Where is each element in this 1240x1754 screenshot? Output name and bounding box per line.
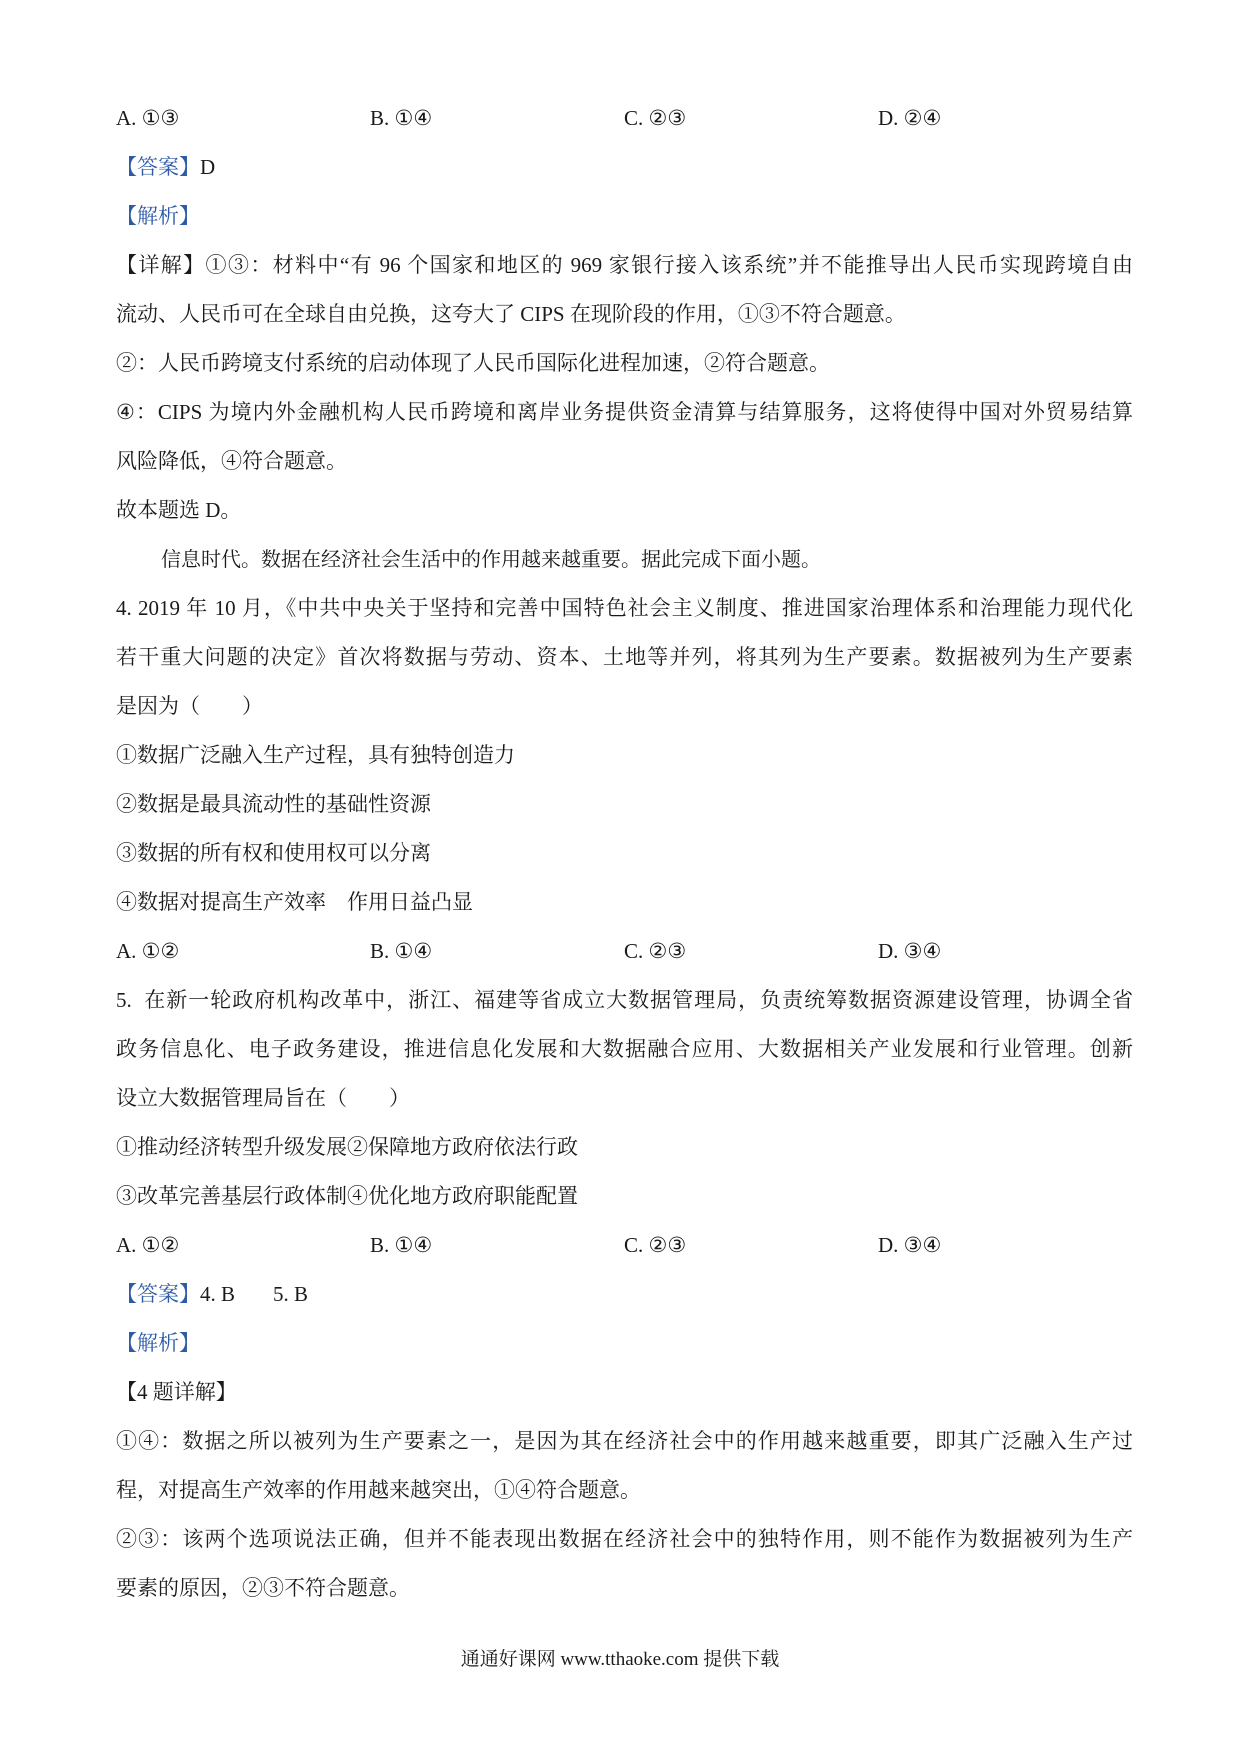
q4-option-c: C. ②③ xyxy=(624,939,687,963)
q3-answer-line xyxy=(116,143,1133,192)
q5-stem-line: 设立大数据管理局旨在（ ） xyxy=(116,1086,410,1110)
q5-answer-value: 5. B xyxy=(273,1282,309,1306)
q4-detail-line: 程，对提高生产效率的作用越来越突出，①④符合题意。 xyxy=(116,1478,641,1502)
answer-tag: 【答案】 xyxy=(116,155,200,179)
page-footer: 通通好课网 www.tthaoke.com 提供下载 xyxy=(460,1649,780,1670)
q5-stem-line: 5. 在新一轮政府机构改革中，浙江、福建等省成立大数据管理局，负责统筹数据资源建设管理，协调全省 xyxy=(116,988,1133,1012)
q4-option-b: B. ①④ xyxy=(370,939,433,963)
q3-option-a: A. ①③ xyxy=(116,106,180,130)
q5-option-a: A. ①② xyxy=(116,1233,180,1257)
q4-detail-title: 【4 题详解】 xyxy=(116,1380,237,1404)
q3-analysis-line xyxy=(116,192,1133,241)
q4-option-d: D. ③④ xyxy=(878,939,942,963)
q3-answer-value: D xyxy=(200,155,216,179)
q5-option-b: B. ①④ xyxy=(370,1233,433,1257)
answer-tag: 【答案】 xyxy=(116,1282,200,1306)
q4-statement: ④数据对提高生产效率 作用日益凸显 xyxy=(116,890,473,914)
analysis-tag: 【解析】 xyxy=(116,204,200,228)
q5-stem-line: 政务信息化、电子政务建设，推进信息化发展和大数据融合应用、大数据相关产业发展和行业管理。创新 xyxy=(116,1037,1133,1061)
q4-stem-line: 若干重大问题的决定》首次将数据与劳动、资本、土地等并列，将其列为生产要素。数据被列为生产要素 xyxy=(116,645,1133,669)
analysis-tag: 【解析】 xyxy=(116,1331,200,1355)
material-intro: 信息时代。数据在经济社会生活中的作用越来越重要。据此完成下面小题。 xyxy=(161,547,821,571)
q4-detail-line: ①④：数据之所以被列为生产要素之一，是因为其在经济社会中的作用越来越重要，即其广泛融入生产过 xyxy=(116,1429,1133,1453)
q5-statement: ③改革完善基层行政体制④优化地方政府职能配置 xyxy=(116,1184,578,1208)
q4-option-a: A. ①② xyxy=(116,939,180,963)
q5-options-row xyxy=(116,1221,1133,1270)
q4-statement: ③数据的所有权和使用权可以分离 xyxy=(116,841,431,865)
q3-option-d: D. ②④ xyxy=(878,106,942,130)
q5-option-c: C. ②③ xyxy=(624,1233,687,1257)
q5-option-d: D. ③④ xyxy=(878,1233,942,1257)
q3-detail-line: 风险降低，④符合题意。 xyxy=(116,449,347,473)
q3-detail-line: ④：CIPS 为境内外金融机构人民币跨境和离岸业务提供资金清算与结算服务，这将使得中国对外贸易结算 xyxy=(116,400,1133,424)
q4-detail-line: ②③：该两个选项说法正确，但并不能表现出数据在经济社会中的独特作用，则不能作为数据被列为生产 xyxy=(116,1527,1133,1551)
q3-detail-line: 【详解】①③：材料中“有 96 个国家和地区的 969 家银行接入该系统”并不能推导出人民币实现跨境自由 xyxy=(116,253,1133,277)
page-content xyxy=(116,94,1133,1613)
q4-q5-analysis-line xyxy=(116,1319,1133,1368)
q4-statement: ②数据是最具流动性的基础性资源 xyxy=(116,792,431,816)
q3-option-b: B. ①④ xyxy=(370,106,433,130)
q4-detail-line: 要素的原因，②③不符合题意。 xyxy=(116,1576,410,1600)
q4-statement: ①数据广泛融入生产过程，具有独特创造力 xyxy=(116,743,515,767)
q3-detail-line: 流动、人民币可在全球自由兑换，这夸大了 CIPS 在现阶段的作用，①③不符合题意。 xyxy=(116,302,906,326)
q4-options-row xyxy=(116,927,1133,976)
q3-detail-line: ②：人民币跨境支付系统的启动体现了人民币国际化进程加速，②符合题意。 xyxy=(116,351,830,375)
q4-stem-line: 4. 2019 年 10 月，《中共中央关于坚持和完善中国特色社会主义制度、推进国家治理体系和治理能力现代化 xyxy=(116,596,1133,620)
q3-options-row xyxy=(116,94,1133,143)
q5-statement: ①推动经济转型升级发展②保障地方政府依法行政 xyxy=(116,1135,578,1159)
q3-option-c: C. ②③ xyxy=(624,106,687,130)
q4-q5-answer-line xyxy=(116,1270,1133,1319)
q4-stem-line: 是因为（ ） xyxy=(116,694,263,718)
q3-conclusion-line: 故本题选 D。 xyxy=(116,498,242,522)
q4-answer-value: 4. B xyxy=(200,1282,236,1306)
